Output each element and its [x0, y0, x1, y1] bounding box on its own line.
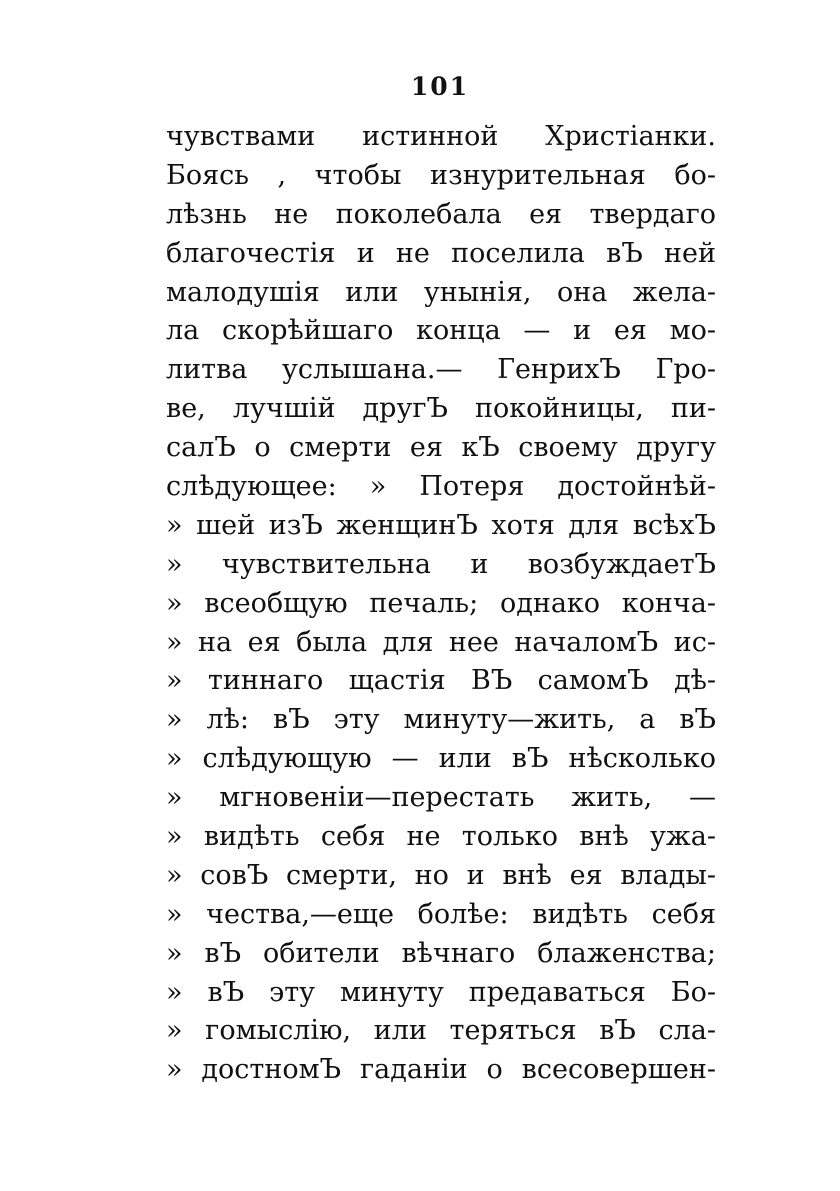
text-line: слѣдующее: » Потеря достойнѣй-: [166, 471, 716, 503]
text-line: » видѣть себя не только внѣ ужа-: [166, 821, 716, 853]
text-line: » чувствительна и возбуждаетЪ: [166, 548, 716, 580]
text-line: » гомыслію, или теряться вЪ сла-: [166, 1015, 716, 1047]
text-line: » чества,—еще болѣе: видѣть себя: [166, 898, 716, 930]
text-line: чувствами истинной Христіанки.: [166, 121, 716, 152]
text-line: ла скорѣйшаго конца — и ея мо-: [166, 315, 716, 347]
text-line: малодушія или унынія, она жела-: [166, 276, 716, 308]
text-line: лѣзнь не поколебала ея твердаго: [166, 198, 716, 230]
text-line: » достномЪ гаданіи о всесовершен-: [166, 1054, 716, 1086]
text-line: » слѣдующую — или вЪ нѣсколько: [166, 743, 716, 775]
body-text: [166, 118, 716, 1090]
text-line: ве, лучшій другЪ покойницы, пи-: [166, 393, 716, 425]
text-line: » лѣ: вЪ эту минуту—жить, а вЪ: [166, 704, 716, 736]
text-line: » вЪ обители вѣчнаго блаженства;: [166, 937, 716, 969]
text-line: » тиннаго щастія ВЪ самомЪ дѣ-: [166, 665, 716, 697]
text-line: благочестія и не поселила вЪ ней: [166, 237, 716, 269]
text-line: литва услышана.— ГенрихЪ Гро-: [166, 354, 716, 386]
text-line: » совЪ смерти, но и внѣ ея влады-: [166, 859, 716, 891]
text-line: » мгновеніи—перестать жить, —: [166, 782, 716, 814]
text-line: » на ея была для нее началомЪ ис-: [166, 626, 716, 658]
text-line: » всеобщую печаль; однако конча-: [166, 587, 716, 619]
text-line: » шей изЪ женщинЪ хотя для всѣхЪ: [166, 509, 716, 541]
text-line: Боясь , чтобы изнурительная бо-: [166, 159, 716, 191]
text-line: » вЪ эту минуту предаваться Бо-: [166, 976, 716, 1008]
text-line: салЪ о смерти ея кЪ своему другу: [166, 432, 716, 464]
page-number: 101: [410, 72, 470, 101]
